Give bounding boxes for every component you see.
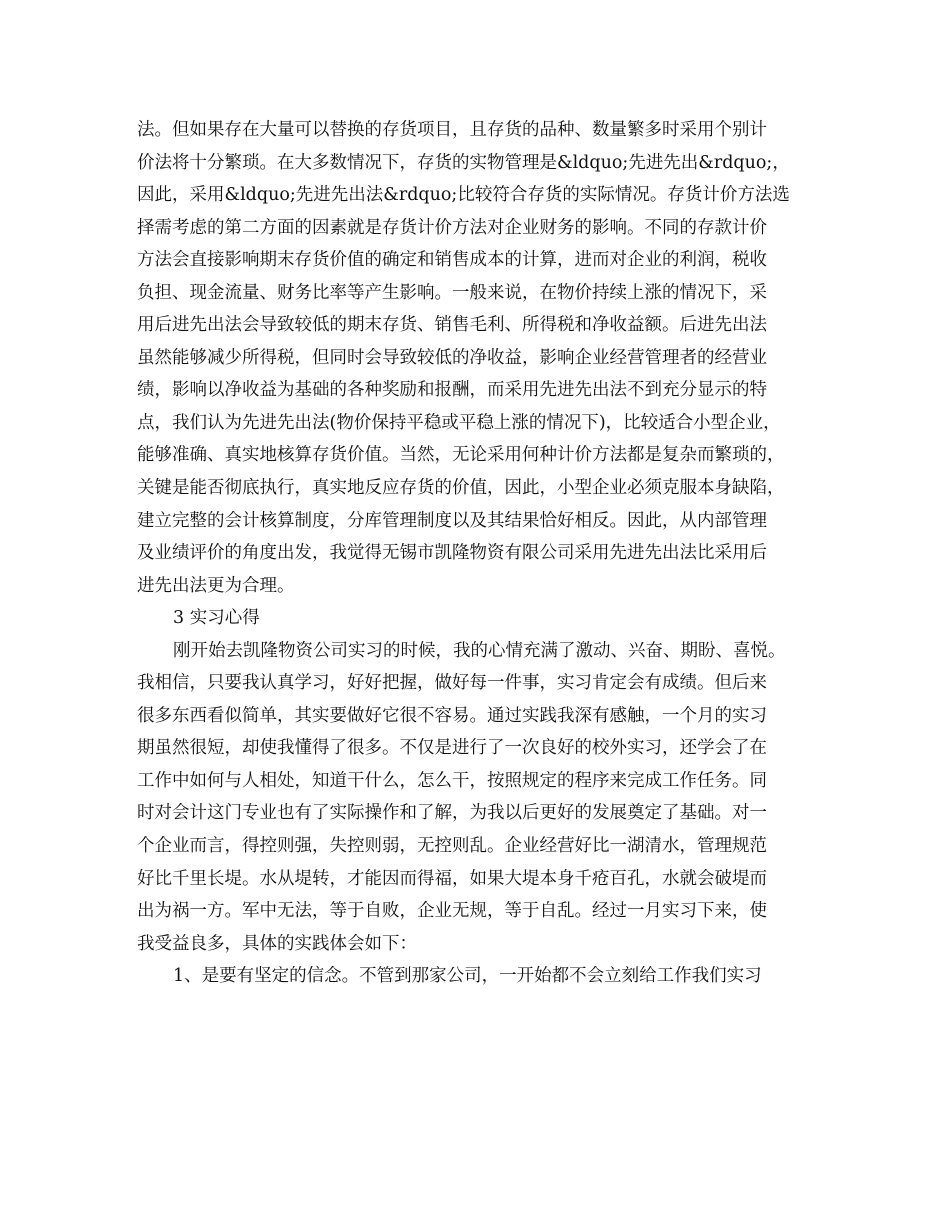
body-line: 点，我们认为先进先出法(物价保持平稳或平稳上涨的情况下)，比较适合小型企业，	[137, 412, 781, 433]
body-line: 时对会计这门专业也有了实际操作和了解，为我以后更好的发展奠定了基础。对一	[137, 803, 767, 824]
body-line: 关键是能否彻底执行，真实地反应存货的价值，因此，小型企业必须克服本身缺陷，	[137, 478, 785, 499]
body-line: 建立完整的会计核算制度，分库管理制度以及其结果恰好相反。因此，从内部管理	[137, 510, 767, 531]
section-heading: 3 实习心得	[173, 608, 260, 629]
body-line: 择需考虑的第二方面的因素就是存货计价方法对企业财务的影响。不同的存款计价	[137, 217, 767, 238]
body-line: 出为祸一方。军中无法，等于自败，企业无规，等于自乱。经过一月实习下来，使	[137, 901, 767, 922]
body-line: 负担、现金流量、财务比率等产生影响。一般来说，在物价持续上涨的情况下，采	[137, 282, 767, 303]
body-line: 绩，影响以净收益为基础的各种奖励和报酬，而采用先进先出法不到充分显示的特	[137, 380, 767, 401]
body-line: 用后进先出法会导致较低的期末存货、销售毛利、所得税和净收益额。后进先出法	[137, 315, 767, 336]
body-line: 法。但如果存在大量可以替换的存货项目，且存货的品种、数量繁多时采用个别计	[137, 120, 767, 140]
body-line: 因此，采用&ldquo;先进先出法&rdquo;比较符合存货的实际情况。存货计价方法选	[137, 185, 790, 206]
body-line: 我相信，只要我认真学习，好好把握，做好每一件事，实习肯定会有成绩。但后来	[137, 673, 767, 694]
body-line: 虽然能够减少所得税，但同时会导致较低的净收益，影响企业经营管理者的经营业	[137, 347, 767, 368]
body-line: 刚开始去凯隆物资公司实习的时候，我的心情充满了激动、兴奋、期盼、喜悦。	[173, 640, 786, 661]
body-line: 及业绩评价的角度出发，我觉得无锡市凯隆物资有限公司采用先进先出法比采用后	[137, 543, 767, 564]
body-line: 能够准确、真实地核算存货价值。当然，无论采用何种计价方法都是复杂而繁琐的，	[137, 445, 785, 466]
body-line: 方法会直接影响期末存货价值的确定和销售成本的计算，进而对企业的利润，税收	[137, 250, 767, 271]
body-line: 个企业而言，得控则强，失控则弱，无控则乱。企业经营好比一湖清水，管理规范	[137, 836, 767, 857]
body-line: 好比千里长堤。水从堤转，才能因而得福，如果大堤本身千疮百孔，水就会破堤而	[137, 868, 767, 889]
document-body	[137, 114, 827, 993]
list-item: 1、是要有坚定的信念。不管到那家公司，一开始都不会立刻给工作我们实习	[173, 966, 762, 987]
body-line: 我受益良多，具体的实践体会如下：	[137, 933, 417, 954]
body-line: 进先出法更为合理。	[137, 575, 295, 596]
body-line: 很多东西看似简单，其实要做好它很不容易。通过实践我深有感触，一个月的实习	[137, 705, 767, 726]
body-line: 价法将十分繁琐。在大多数情况下，存货的实物管理是&ldquo;先进先出&rdquo;，	[137, 152, 790, 173]
body-line: 期虽然很短，却使我懂得了很多。不仅是进行了一次良好的校外实习，还学会了在	[137, 738, 767, 759]
body-line: 工作中如何与人相处，知道干什么，怎么干，按照规定的程序来完成工作任务。同	[137, 770, 767, 791]
